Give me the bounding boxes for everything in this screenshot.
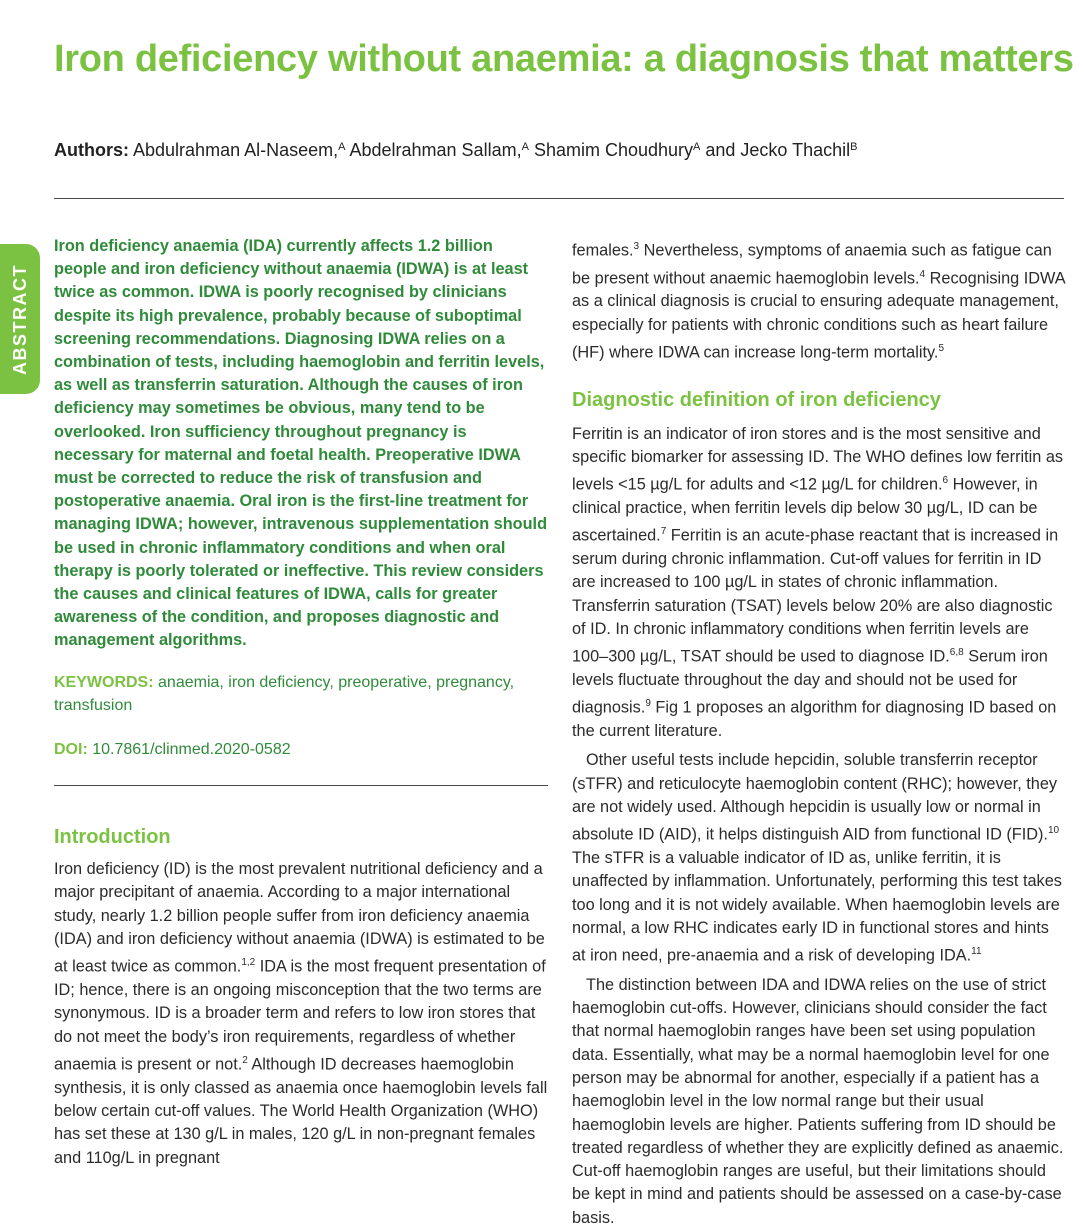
author-name: Shamim Choudhury (533, 140, 694, 160)
text-run: Although ID decreases haemoglobin synthesis, it is only classed as anaemia once haemoglobin levels fall below certain cut-off values. The World Health Organization (WHO) has set these at 130 g/L in males, 120 g/L in non-pregnant females and 110g/L in pregnant (54, 1055, 548, 1167)
reference-mark[interactable]: 5 (938, 343, 944, 355)
keywords-label: KEYWORDS: (54, 673, 154, 691)
abstract-text: Iron deficiency anaemia (IDA) currently affects 1.2 billion people and iron deficiency without anaemia (IDWA) is at least twice as common. IDWA is poorly recognised by clinicians despite its high prevalence, probably because of suboptimal screening recommendations. Diagnosing IDWA relies on a combination of tests, including haemoglobin and ferritin levels, as well as transferrin saturation. Although the causes of iron deficiency may sometimes be obvious, many tend to be overlooked. Iron sufficiency throughout pregnancy is necessary for maternal and foetal health. Preoperative IDWA must be corrected to reduce the risk of transfusion and postoperative anaemia. Oral iron is the first-line treatment for managing IDWA; however, intravenous supplementation should be used in chronic inflammatory conditions and when oral therapy is poorly tolerated or ineffective. This review considers the causes and clinical features of IDWA, calls for greater awareness of the condition, and proposes diagnostic and management algorithms. (54, 237, 548, 650)
reference-mark[interactable]: 9 (645, 698, 651, 710)
diagnostic-paragraph-2 (572, 749, 1066, 968)
introduction-paragraph (54, 858, 548, 1170)
author-line (54, 138, 1064, 162)
reference-mark[interactable]: 6,8 (949, 647, 964, 659)
text-run: Fig 1 proposes an algorithm for diagnosing ID based on the current literature. (572, 698, 1057, 740)
article-title: Iron deficiency without anaemia: a diagnosis that matters (54, 38, 1074, 80)
affiliation-mark: A (693, 141, 701, 153)
continuation-paragraph (572, 235, 1066, 365)
author-name: Abdelrahman Sallam, (349, 140, 522, 160)
author-name: and Jecko Thachil (705, 140, 851, 160)
author-name: Abdulrahman Al-Naseem, (133, 140, 339, 160)
text-run: Iron deficiency (ID) is the most prevalent nutritional deficiency and a major precipitant of anaemia. According to a major international study, nearly 1.2 billion people suffer from iron deficiency anaemia (IDA) and iron deficiency without anaemia (IDWA) is estimated to be at least twice as common. (54, 860, 545, 976)
keywords-value: anaemia, iron deficiency, preoperative, pregnancy, transfusion (54, 673, 515, 715)
text-run: The sTFR is a valuable indicator of ID as, unlike ferritin, it is unaffected by inflammation. Unfortunately, performing this test takes too long and it is not widely available. When haemoglobin levels are normal, a low RHC indicates early ID in functional stores and hints at iron need, pre-anaemia and a risk of developing IDA. (572, 848, 1062, 965)
reference-mark[interactable]: 3 (633, 241, 640, 252)
introduction-heading: Introduction (54, 826, 171, 849)
text-run: Nevertheless, symptoms of anaemia such as fatigue can be present without anaemic haemoglobin levels. (572, 241, 1052, 288)
abstract-side-tab (0, 244, 40, 394)
diagnostic-paragraph-3: The distinction between IDA and IDWA relies on the use of strict haemoglobin cut-offs. However, clinicians should consider the fact that normal haemoglobin ranges have been set using population data. Essentially, what may be a normal haemoglobin level for one person may be abnormal for another, especially if a patient has a haemoglobin level in the low normal range but their usual haemoglobin levels are higher. Patients suffering from ID should be treated regardless of whether they are explicitly defined as anaemic. Cut-off haemoglobin ranges are useful, but their limitations should be kept in mind and patients should be assessed on a case-by-case basis. (572, 975, 1064, 1227)
keywords (54, 671, 548, 718)
text-run: Other useful tests include hepcidin, soluble transferrin receptor (sTFR) and reticulocyte haemoglobin content (RHC); however, they are not widely used. Although hepcidin is usually low or normal in absolute ID (AID), it helps distinguish AID from functional ID (FID). (572, 751, 1058, 844)
reference-mark[interactable]: 7 (660, 526, 667, 538)
diagnostic-definition-heading: Diagnostic definition of iron deficiency (572, 388, 941, 411)
reference-mark[interactable]: 1,2 (241, 957, 256, 969)
doi-value: 10.7861/clinmed.2020-0582 (92, 740, 291, 758)
right-column (572, 235, 1066, 1230)
abstract-tab-label: ABSTRACT (9, 263, 30, 375)
reference-mark[interactable]: 4 (919, 268, 926, 280)
reference-mark[interactable]: 10 (1047, 825, 1060, 837)
text-run: Ferritin is an acute-phase reactant that is increased in serum during chronic inflammation. Cut-off values for ferritin in ID are increased to 100 µg/L in states of chronic inflammation. Transferrin saturation (TSAT) levels below 20% are also diagnostic of ID. In chronic inflammatory conditions when ferritin levels are 100–300 µg/L, TSAT should be used to diagnose ID. (572, 526, 1059, 666)
header-divider (54, 198, 1064, 199)
reference-mark[interactable]: 6 (942, 475, 949, 487)
text-run: IDA is the most frequent presentation of ID; hence, there is an ongoing misconception that the two terms are synonymous. ID is a broader term and refers to low iron stores that do not meet the body’s iron requirements, regardless of whether anaemia is present or not. (54, 957, 546, 1074)
text-run: However, in clinical practice, when ferritin levels dip below 30 µg/L, ID can be ascertained. (572, 475, 1038, 545)
text-run: females. (572, 241, 634, 260)
left-column (54, 235, 548, 1170)
reference-mark[interactable]: 11 (971, 946, 982, 958)
affiliation-mark: A (338, 141, 346, 153)
reference-mark[interactable]: 2 (242, 1054, 248, 1066)
doi (54, 738, 548, 762)
doi-label: DOI: (54, 740, 88, 758)
text-run: Recognising IDWA as a clinical diagnosis is crucial to ensuring adequate management, especially for patients with chronic conditions such as heart failure (HF) where IDWA can increase long-term mortality. (572, 269, 1065, 362)
diagnostic-paragraph-1 (572, 423, 1066, 744)
text-run: Ferritin is an indicator of iron stores and is the most sensitive and specific biomarker for assessing ID. The WHO defines low ferritin as levels <15 µg/L for adults and <12 µg/L for children. (572, 424, 1064, 494)
affiliation-mark: B (850, 141, 858, 153)
abstract-divider (54, 785, 548, 786)
affiliation-mark: A (521, 141, 529, 153)
text-run: Serum iron levels fluctuate throughout the day and should not be used for diagnosis. (572, 647, 1048, 717)
authors-label: Authors: (54, 140, 129, 160)
